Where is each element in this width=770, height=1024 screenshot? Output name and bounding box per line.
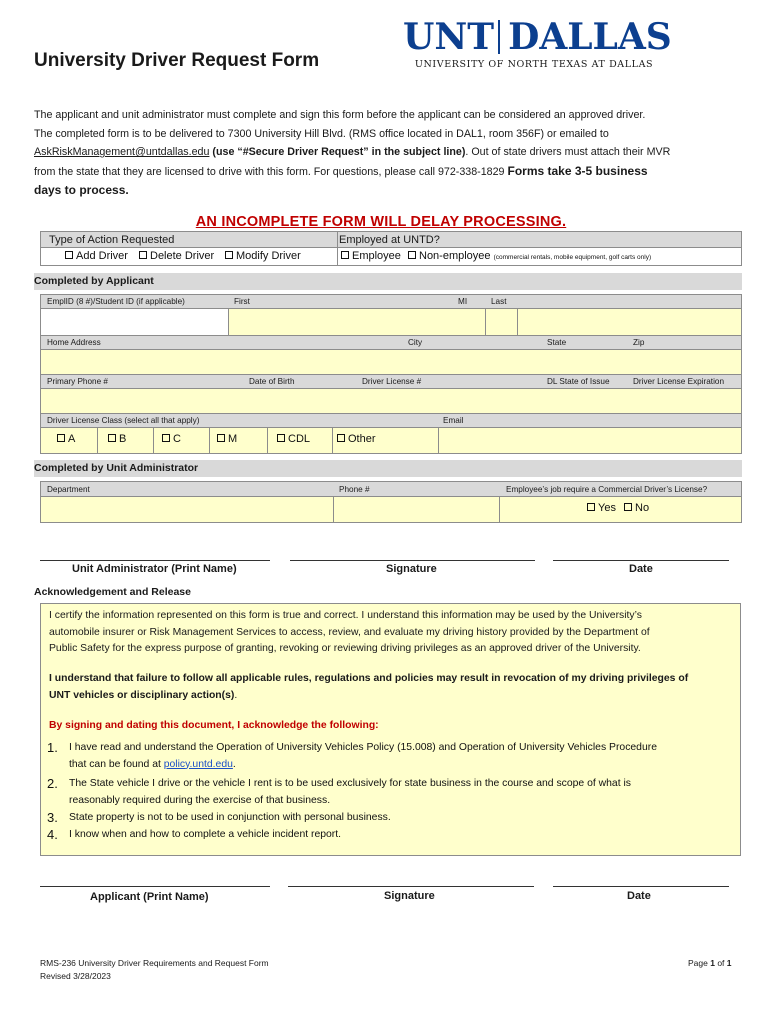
modify-driver-label: Modify Driver <box>236 250 301 262</box>
mi-input[interactable] <box>485 308 518 336</box>
ack-item-1-end: . <box>232 758 236 770</box>
ack-item-4-text: I know when and how to complete a vehicle incident report. <box>69 829 342 840</box>
last-name-input[interactable] <box>517 308 741 336</box>
add-driver-option[interactable] <box>65 250 128 262</box>
city-label: City <box>408 338 423 347</box>
class-c-checkbox[interactable] <box>162 434 170 442</box>
non-employee-label: Non-employee <box>419 250 491 262</box>
primary-phone-label: Primary Phone # <box>47 377 108 386</box>
class-b-checkbox[interactable] <box>108 434 116 442</box>
class-divider-2 <box>153 427 154 453</box>
class-a-option[interactable] <box>57 433 75 445</box>
state-label: State <box>547 338 567 347</box>
applicant-table <box>40 294 742 454</box>
page-total: 1 <box>726 958 732 968</box>
action-table <box>40 231 742 266</box>
intro-line-5 <box>34 181 734 201</box>
ack-item-4 <box>47 827 737 846</box>
ack-para1-l1: I certify the information represented on this form is true and correct. I understand this information may be used by the University’s <box>49 610 642 621</box>
acknowledgement-box <box>40 603 741 856</box>
class-cdl-label: CDL <box>288 433 311 445</box>
class-b-option[interactable] <box>108 433 126 445</box>
class-divider-1 <box>97 427 98 453</box>
intro-line-1: The applicant and unit administrator must complete and sign this form before the applicant can be considered an approved driver. <box>34 109 646 121</box>
class-cdl-checkbox[interactable] <box>277 434 285 442</box>
modify-driver-option[interactable] <box>225 250 301 262</box>
address-row-input[interactable] <box>41 349 741 375</box>
emplid-label: EmplID (8 #)/Student ID (if applicable) <box>47 297 185 306</box>
first-name-label: First <box>234 297 250 306</box>
class-b-label: B <box>119 433 127 445</box>
license-number-label: Driver License # <box>362 377 422 386</box>
page-title: University Driver Request Form <box>34 50 320 71</box>
cdl-yes-checkbox[interactable] <box>587 503 595 511</box>
action-type-label: Type of Action Requested <box>49 234 175 246</box>
ack-item-4-num: 4. <box>47 827 58 842</box>
intro-line-4-text: from the state that they are licensed to drive with this form. For questions, please call 972-338-1829 <box>34 165 505 178</box>
form-id: RMS-236 University Driver Requirements and Request Form <box>40 958 269 968</box>
class-a-label: A <box>68 433 76 445</box>
intro-line-2: The completed form is to be delivered to 7300 University Hill Blvd. (RMS office located in DAL1, room 356F) or emailed to <box>34 127 609 140</box>
applicant-name-label: Applicant (Print Name) <box>90 891 209 903</box>
delete-driver-label: Delete Driver <box>150 250 215 262</box>
unit-admin-section-title: Completed by Unit Administrator <box>34 462 199 474</box>
email-link[interactable]: AskRiskManagement@untdallas.edu <box>34 146 210 158</box>
cdl-no-checkbox[interactable] <box>624 503 632 511</box>
intro-line-4 <box>34 162 734 182</box>
policy-link[interactable]: policy.untd.edu <box>163 758 233 770</box>
home-address-label: Home Address <box>47 338 101 347</box>
admin-date-label: Date <box>629 563 653 575</box>
logo-dallas: DALLAS <box>508 16 672 58</box>
dl-expiration-label: Driver License Expiration <box>633 377 725 386</box>
applicant-date-label: Date <box>627 890 651 902</box>
ack-item-2-l2: reasonably required during the exercise of that business. <box>69 794 331 806</box>
applicant-name-line[interactable] <box>40 886 270 887</box>
page-prefix: Page <box>688 958 711 968</box>
employee-label: Employee <box>352 250 401 262</box>
ack-item-1 <box>47 740 737 773</box>
phone-row-input[interactable] <box>41 388 741 414</box>
department-input[interactable] <box>41 496 334 522</box>
class-m-label: M <box>228 433 238 445</box>
cdl-question-label: Employee’s job require a Commercial Driver’s License? <box>506 485 708 494</box>
admin-signature-line[interactable] <box>290 560 535 561</box>
cdl-no-option[interactable] <box>624 502 649 514</box>
modify-driver-checkbox[interactable] <box>225 251 233 259</box>
class-divider-5 <box>332 427 333 453</box>
intro-line-3-rest: . Out of state drivers must attach their MVR <box>465 146 671 158</box>
class-other-checkbox[interactable] <box>337 434 345 442</box>
intro-line-3 <box>34 143 734 162</box>
email-input[interactable] <box>438 427 741 453</box>
admin-name-label: Unit Administrator (Print Name) <box>72 563 237 575</box>
admin-phone-label: Phone # <box>339 485 370 494</box>
applicant-date-line[interactable] <box>553 886 729 887</box>
email-label: Email <box>443 416 464 425</box>
ack-item-3-num: 3. <box>47 810 58 825</box>
zip-label: Zip <box>633 338 645 347</box>
class-c-option[interactable] <box>162 433 181 445</box>
employed-label: Employed at UNTD? <box>339 234 440 246</box>
class-divider-3 <box>209 427 210 453</box>
class-c-label: C <box>173 433 181 445</box>
admin-phone-input[interactable] <box>333 496 500 522</box>
employee-option[interactable] <box>341 250 401 262</box>
class-a-checkbox[interactable] <box>57 434 65 442</box>
first-name-input[interactable] <box>228 308 486 336</box>
ack-item-1-num: 1. <box>47 740 58 755</box>
ack-item-1-l1: I have read and understand the Operation of University Vehicles Policy (15.008) and Operation of University Vehicles Procedure <box>69 742 657 753</box>
non-employee-checkbox[interactable] <box>408 251 416 259</box>
class-m-checkbox[interactable] <box>217 434 225 442</box>
ack-item-1-l2: that can be found at <box>69 758 164 770</box>
class-m-option[interactable] <box>217 433 237 445</box>
unit-admin-table <box>40 481 742 523</box>
admin-date-line[interactable] <box>553 560 729 561</box>
ack-para2-l2-text: UNT vehicles or disciplinary action(s) <box>49 690 235 701</box>
revised-date: Revised 3/28/2023 <box>40 971 111 981</box>
ack-section-title: Acknowledgement and Release <box>34 586 191 598</box>
action-table-divider <box>337 232 338 265</box>
page-number <box>688 958 732 968</box>
add-driver-label: Add Driver <box>76 250 128 262</box>
processing-time-end: days to process. <box>34 183 129 197</box>
employee-checkbox[interactable] <box>341 251 349 259</box>
add-driver-checkbox[interactable] <box>65 251 73 259</box>
ack-para2-l1: I understand that failure to follow all applicable rules, regulations and policies may result in revocation of my driving privileges of <box>49 673 689 684</box>
ack-para2-period: . <box>234 690 238 701</box>
non-employee-note: (commercial rentals, mobile equipment, golf carts only) <box>493 254 652 261</box>
applicant-signature-line[interactable] <box>288 886 534 887</box>
emplid-input[interactable] <box>41 308 229 336</box>
cdl-answer-area <box>499 496 741 522</box>
cdl-yes-label: Yes <box>598 502 616 514</box>
class-cdl-option[interactable] <box>277 433 310 445</box>
license-class-label: Driver License Class (select all that apply) <box>47 416 200 425</box>
unt-dallas-logo <box>403 16 672 76</box>
applicant-section-title: Completed by Applicant <box>34 275 154 287</box>
ack-para1-l2: automobile insurer or Risk Management Services to access, review, and evaluate my driving history provided by the Department of <box>49 627 650 638</box>
ack-item-2 <box>47 776 737 809</box>
page-of: of <box>714 958 727 968</box>
mi-label: MI <box>458 297 468 306</box>
delete-driver-checkbox[interactable] <box>139 251 147 259</box>
ack-item-2-num: 2. <box>47 776 58 791</box>
logo-wordmark <box>403 16 672 58</box>
cdl-no-label: No <box>635 502 650 514</box>
ack-item-2-l1: The State vehicle I drive or the vehicle I rent is to be used exclusively for state business in the course and scope of what is <box>69 778 631 789</box>
processing-time: Forms take 3-5 business <box>507 163 648 178</box>
incomplete-warning: AN INCOMPLETE FORM WILL DELAY PROCESSING. <box>195 214 567 230</box>
page-current: 1 <box>710 958 715 968</box>
department-label: Department <box>47 485 90 494</box>
ack-red-line: By signing and dating this document, I acknowledge the following: <box>49 720 379 731</box>
license-class-area <box>41 427 439 453</box>
ack-para2-l2 <box>49 688 733 705</box>
non-employee-option[interactable] <box>408 250 651 262</box>
class-other-option[interactable] <box>337 433 376 445</box>
class-divider-4 <box>267 427 268 453</box>
dob-label: Date of Birth <box>249 377 295 386</box>
last-name-label: Last <box>491 297 507 306</box>
dl-state-label: DL State of Issue <box>547 377 610 386</box>
admin-signature-label: Signature <box>386 563 437 575</box>
ack-item-3 <box>47 810 737 829</box>
intro-text <box>34 106 734 201</box>
admin-name-line[interactable] <box>40 560 270 561</box>
delete-driver-option[interactable] <box>139 250 214 262</box>
ack-item-3-text: State property is not to be used in conjunction with personal business. <box>69 812 391 823</box>
ack-para1-l3: Public Safety for the express purpose of granting, revoking or reviewing driving privileges as an approved driver of the University. <box>49 643 641 654</box>
applicant-signature-label: Signature <box>384 890 435 902</box>
subject-instruction: (use “#Secure Driver Request” in the subject line) <box>212 146 466 158</box>
logo-divider <box>498 20 500 54</box>
cdl-yes-option[interactable] <box>587 502 616 514</box>
class-other-label: Other <box>348 433 376 445</box>
logo-subtitle: UNIVERSITY OF NORTH TEXAS AT DALLAS <box>414 59 654 70</box>
logo-unt: UNT <box>403 16 495 58</box>
